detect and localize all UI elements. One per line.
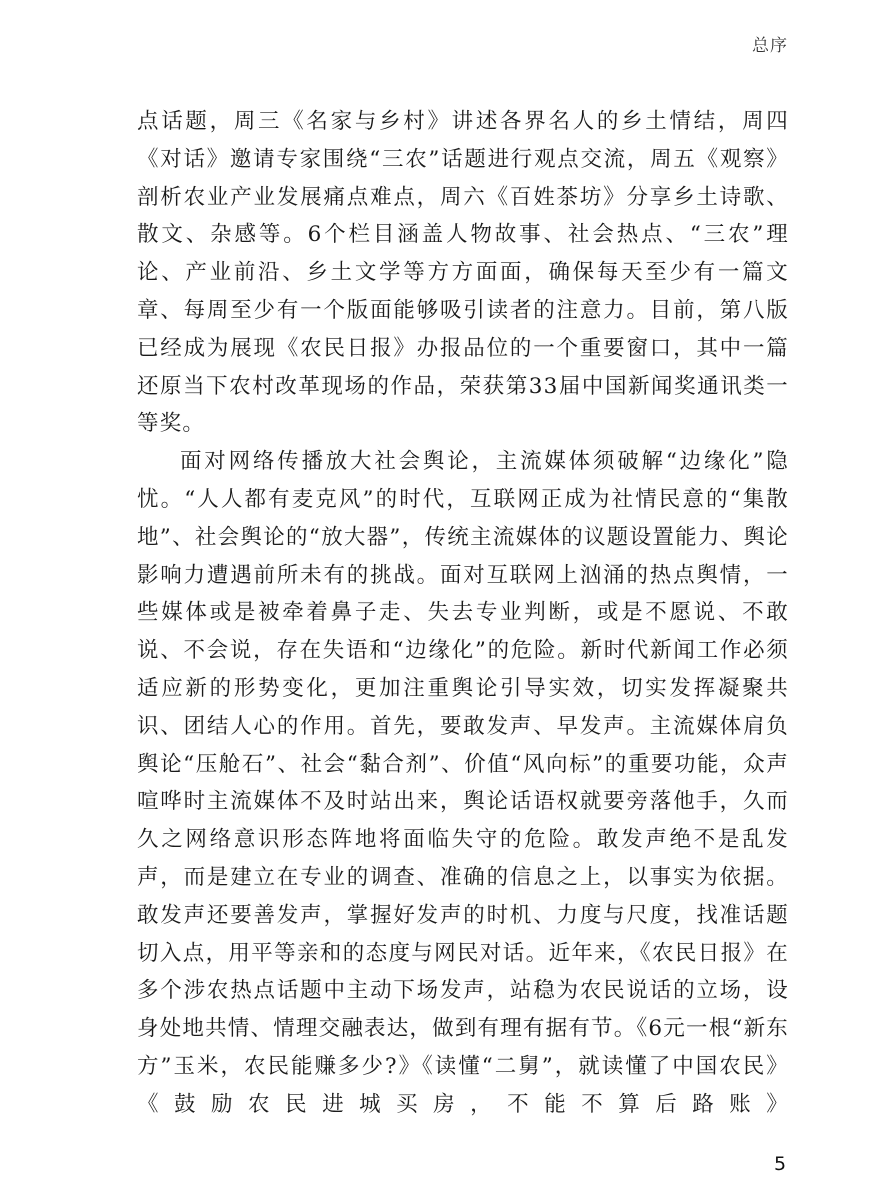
body-text <box>137 103 789 1124</box>
running-header-section-title: 总序 <box>752 36 788 56</box>
page-number: 5 <box>774 1153 787 1175</box>
paragraph-media-marginalization: 面对网络传播放大社会舆论，主流媒体须破解“边缘化”隐忧。“人人都有麦克风”的时代，互联网正成为社情民意的“集散地”、社会舆论的“放大器”，传统主流媒体的议题设置能力、舆论影响力遭遇前所未有的挑战。面对互联网上汹涌的热点舆情，一些媒体或是被牵着鼻子走、失去专业判断，或是不愿说、不敢说、不会说，存在失语和“边缘化”的危险。新时代新闻工作必须适应新的形势变化，更加注重舆论引导实效，切实发挥凝聚共识、团结人心的作用。首先，要敢发声、早发声。主流媒体肩负舆论“压舱石”、社会“黏合剂”、价值“风向标”的重要功能，众声喧哗时主流媒体不及时站出来，舆论话语权就要旁落他手，久而久之网络意识形态阵地将面临失守的危险。敢发声绝不是乱发声，而是建立在专业的调查、准确的信息之上，以事实为依据。敢发声还要善发声，掌握好发声的时机、力度与尺度，找准话题切入点，用平等亲和的态度与网民对话。近年来，《农民日报》在多个涉农热点话题中主动下场发声，站稳为农民说话的立场，设身处地共情、情理交融表达，做到有理有据有节。《6元一根“新东方”玉米，农民能赚多少?》《读懂“二舅”，就读懂了中国农民》《鼓励农民进城买房，不能不算后路账》 <box>137 449 789 1117</box>
paragraph-continued: 点话题，周三《名家与乡村》讲述各界名人的乡土情结，周四《对话》邀请专家围绕“三农”话题进行观点交流，周五《观察》剖析农业产业发展痛点难点，周六《百姓茶坊》分享乡土诗歌、散文、杂感等。6个栏目涵盖人物故事、社会热点、“三农”理论、产业前沿、乡土文学等方方面面，确保每天至少有一篇文章、每周至少有一个版面能够吸引读者的注意力。目前，第八版已经成为展现《农民日报》办报品位的一个重要窗口，其中一篇还原当下农村改革现场的作品，荣获第33届中国新闻奖通讯类一等奖。 <box>137 109 789 437</box>
